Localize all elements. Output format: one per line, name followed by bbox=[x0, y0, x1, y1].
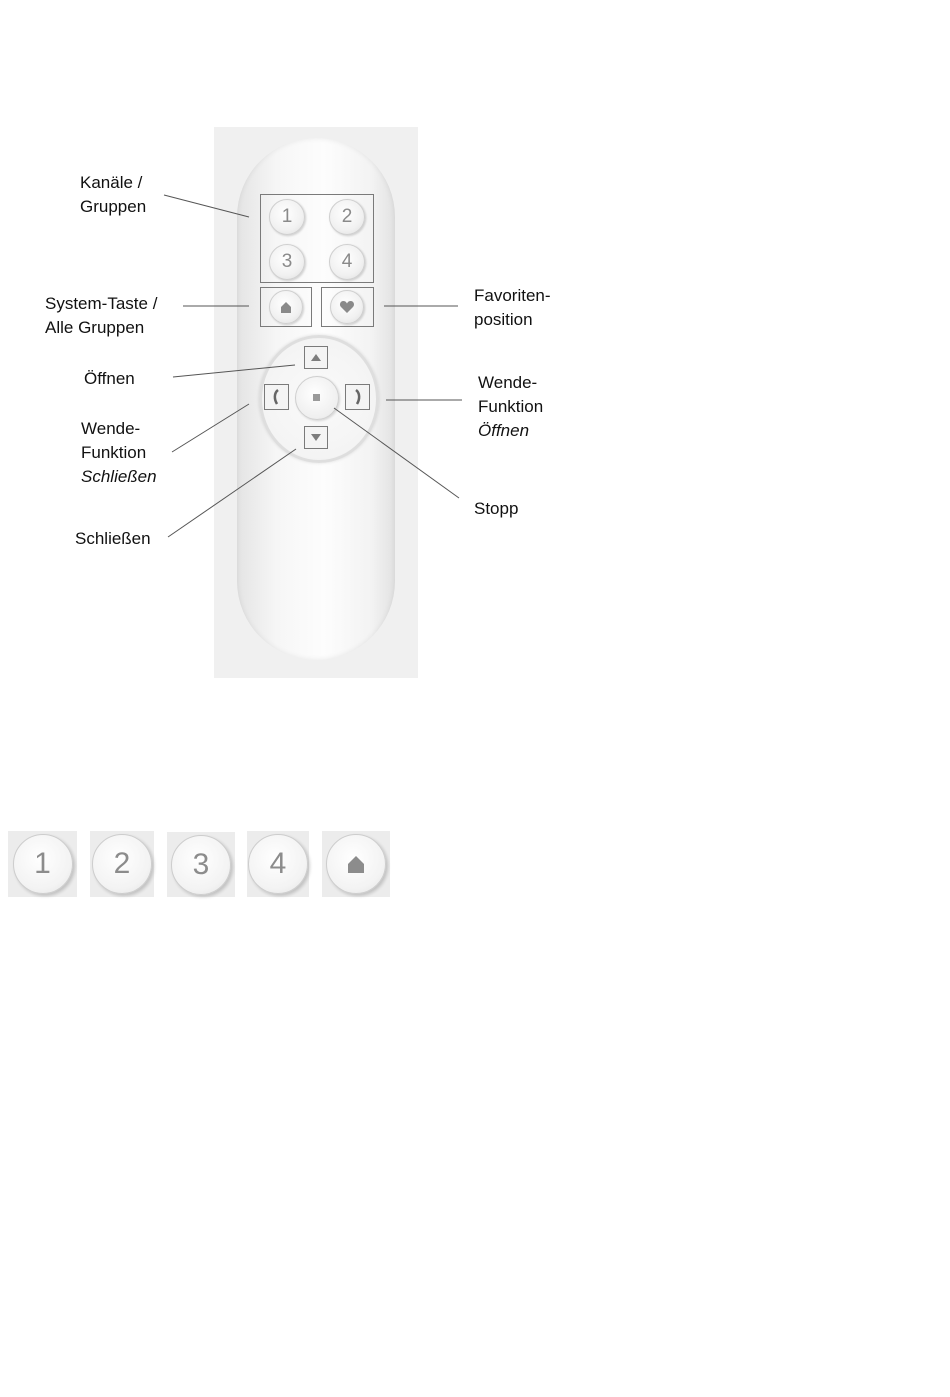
detail-tile-2 bbox=[90, 831, 154, 897]
label-open: Öffnen bbox=[84, 369, 135, 388]
label-channels-line1: Kanäle / bbox=[80, 173, 143, 192]
label-system bbox=[45, 292, 157, 340]
detail-button-home[interactable] bbox=[326, 834, 386, 894]
label-system-line1: System-Taste / bbox=[45, 294, 158, 313]
label-stop: Stopp bbox=[474, 499, 519, 518]
detail-tile-3 bbox=[167, 832, 235, 897]
label-favorite bbox=[474, 284, 551, 332]
label-turn-open-line3: Öffnen bbox=[478, 421, 530, 440]
label-channels bbox=[80, 171, 146, 219]
detail-tile-home bbox=[322, 831, 390, 897]
label-close: Schließen bbox=[75, 529, 151, 548]
label-favorite-line1: Favoriten- bbox=[474, 286, 551, 305]
label-system-line2: Alle Gruppen bbox=[45, 318, 145, 337]
channel-button-4[interactable]: 4 bbox=[329, 244, 365, 280]
label-channels-line2: Gruppen bbox=[80, 197, 147, 216]
label-favorite-line2: position bbox=[474, 310, 533, 329]
label-turn-open bbox=[478, 371, 543, 443]
leader-line-stop bbox=[334, 408, 459, 498]
detail-button-1[interactable]: 1 bbox=[13, 834, 73, 894]
channel-button-2[interactable]: 2 bbox=[329, 199, 365, 235]
label-turn-open-line2: Funktion bbox=[478, 397, 544, 416]
label-turn-close bbox=[81, 417, 157, 489]
label-turn-close-line3: Schließen bbox=[81, 467, 157, 486]
label-turn-close-line2: Funktion bbox=[81, 443, 147, 462]
detail-tile-4 bbox=[247, 831, 309, 897]
label-turn-close-line1: Wende- bbox=[81, 419, 141, 438]
detail-button-3[interactable]: 3 bbox=[171, 835, 231, 895]
detail-tile-1 bbox=[8, 831, 77, 897]
leader-line-open bbox=[173, 365, 295, 377]
leader-line-channels bbox=[164, 195, 249, 217]
detail-button-2[interactable]: 2 bbox=[92, 834, 152, 894]
home-icon bbox=[345, 853, 367, 875]
leader-line-turn-close bbox=[172, 404, 249, 452]
channel-button-1[interactable]: 1 bbox=[269, 199, 305, 235]
leader-line-close bbox=[168, 449, 296, 537]
label-turn-open-line1: Wende- bbox=[478, 373, 538, 392]
channel-button-3[interactable]: 3 bbox=[269, 244, 305, 280]
detail-button-4[interactable]: 4 bbox=[248, 834, 308, 894]
